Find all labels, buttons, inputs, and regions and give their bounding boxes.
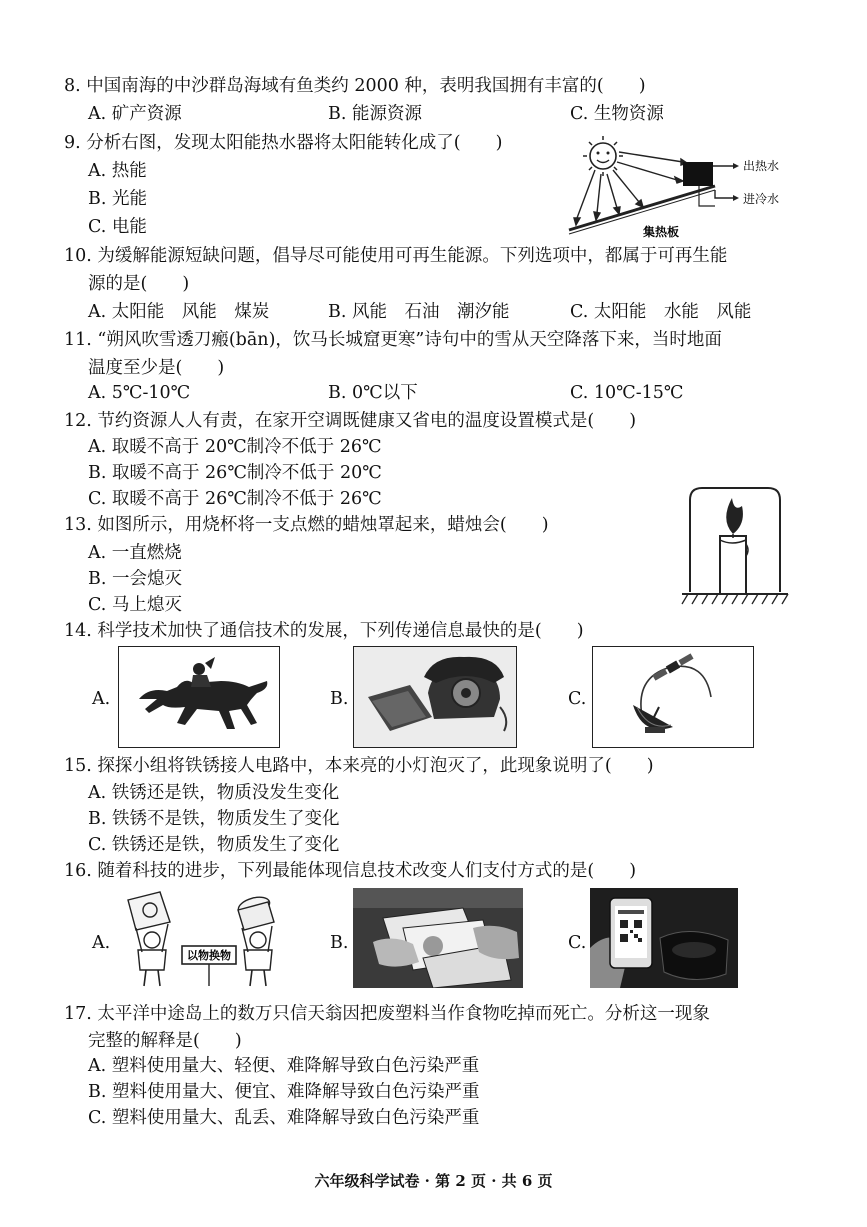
q12-option-b: B. 取暖不高于 26℃制冷不低于 20℃ [88,463,382,483]
mobile-payment-icon [590,888,738,988]
horse-rider-icon [119,647,279,747]
q16-option-c: C. [568,933,587,953]
q16-image-mobile-pay [590,888,738,988]
q11-option-c: C. 10℃-15℃ [570,383,684,403]
q9-option-a: A. 热能 [88,161,147,181]
telephone-icon [354,647,516,747]
sun-icon [583,136,623,176]
q9-option-c: C. 电能 [88,217,147,237]
q16-stem: 16. 随着科技的进步，下列最能体现信息技术改变人们支付方式的是( ) [64,861,637,881]
q13-option-c: C. 马上熄灭 [88,595,182,615]
q17-stem-line2: 完整的解释是( ) [88,1031,242,1051]
q10-option-c: C. 太阳能 水能 风能 [570,302,752,322]
q16-option-a: A. [92,933,111,953]
collector-panel-label: 集热板 [643,225,680,239]
q15-stem: 15. 探探小组将铁锈接人电路中，本来亮的小灯泡灭了，此现象说明了( ) [64,756,654,776]
q13-stem: 13. 如图所示，用烧杯将一支点燃的蜡烛罩起来，蜡烛会( ) [64,515,549,535]
q10-option-b: B. 风能 石油 潮汐能 [328,302,510,322]
q11-option-a: A. 5℃-10℃ [88,383,191,403]
barter-sign-label: 以物换物 [187,949,231,962]
q11-stem-line2: 温度至少是( ) [88,358,225,378]
q11-stem-line1: 11. “朔风吹雪透刀瘢(bān)，饮马长城窟更寒”诗句中的雪从天空降落下来，当时地面 [64,330,722,350]
q12-option-a: A. 取暖不高于 20℃制冷不低于 26℃ [88,437,382,457]
cold-water-label: 进冷水 [743,192,780,206]
candle-beaker-figure [680,484,790,609]
q14-option-a: A. [92,689,111,709]
q13-option-a: A. 一直燃烧 [88,543,182,563]
q8-option-c: C. 生物资源 [570,104,664,124]
q14-image-telegram-phone [353,646,517,748]
cash-money-icon [353,888,523,988]
q10-stem-line1: 10. 为缓解能源短缺问题，倡导尽可能使用可再生能源。下列选项中，都属于可再生能 [64,246,728,266]
page-footer: 六年级科学试卷 · 第 2 页 · 共 6 页 [314,1172,553,1190]
q14-option-c: C. [568,689,587,709]
q17-option-c: C. 塑料使用量大、乱丢、难降解导致白色污染严重 [88,1108,480,1128]
q8-option-b: B. 能源资源 [328,104,422,124]
q9-stem: 9. 分析右图，发现太阳能热水器将太阳能转化成了( ) [64,133,503,153]
q14-stem: 14. 科学技术加快了通信技术的发展，下列传递信息最快的是( ) [64,621,584,641]
solar-heater-figure [565,130,805,245]
barter-people-icon [118,888,288,988]
q16-image-barter [118,888,288,988]
q8-option-a: A. 矿产资源 [88,104,182,124]
q12-stem: 12. 节约资源人人有责，在家开空调既健康又省电的温度设置模式是( ) [64,411,637,431]
q13-option-b: B. 一会熄灭 [88,569,182,589]
q14-option-b: B. [330,689,349,709]
q14-image-horse-rider [118,646,280,748]
q17-option-a: A. 塑料使用量大、轻便、难降解导致白色污染严重 [88,1056,480,1076]
q17-option-b: B. 塑料使用量大、便宜、难降解导致白色污染严重 [88,1082,480,1102]
q9-option-b: B. 光能 [88,189,147,209]
q10-option-a: A. 太阳能 风能 煤炭 [88,302,270,322]
q15-option-a: A. 铁锈还是铁，物质没发生变化 [88,783,340,803]
satellite-icon [593,647,753,747]
q14-image-satellite [592,646,754,748]
q17-stem-line1: 17. 太平洋中途岛上的数万只信天翁因把废塑料当作食物吃掉而死亡。分析这一现象 [64,1004,710,1024]
q10-stem-line2: 源的是( ) [88,274,190,294]
flame-icon [726,498,743,534]
q8-stem: 8. 中国南海的中沙群岛海域有鱼类约 2000 种，表明我国拥有丰富的( ) [64,76,646,96]
q15-option-b: B. 铁锈不是铁，物质发生了变化 [88,809,340,829]
q16-image-cash [353,888,523,988]
q15-option-c: C. 铁锈还是铁，物质发生了变化 [88,835,340,855]
q11-option-b: B. 0℃以下 [328,383,418,403]
q16-option-b: B. [330,933,349,953]
q12-option-c: C. 取暖不高于 26℃制冷不低于 26℃ [88,489,382,509]
hot-water-label: 出热水 [743,159,780,173]
